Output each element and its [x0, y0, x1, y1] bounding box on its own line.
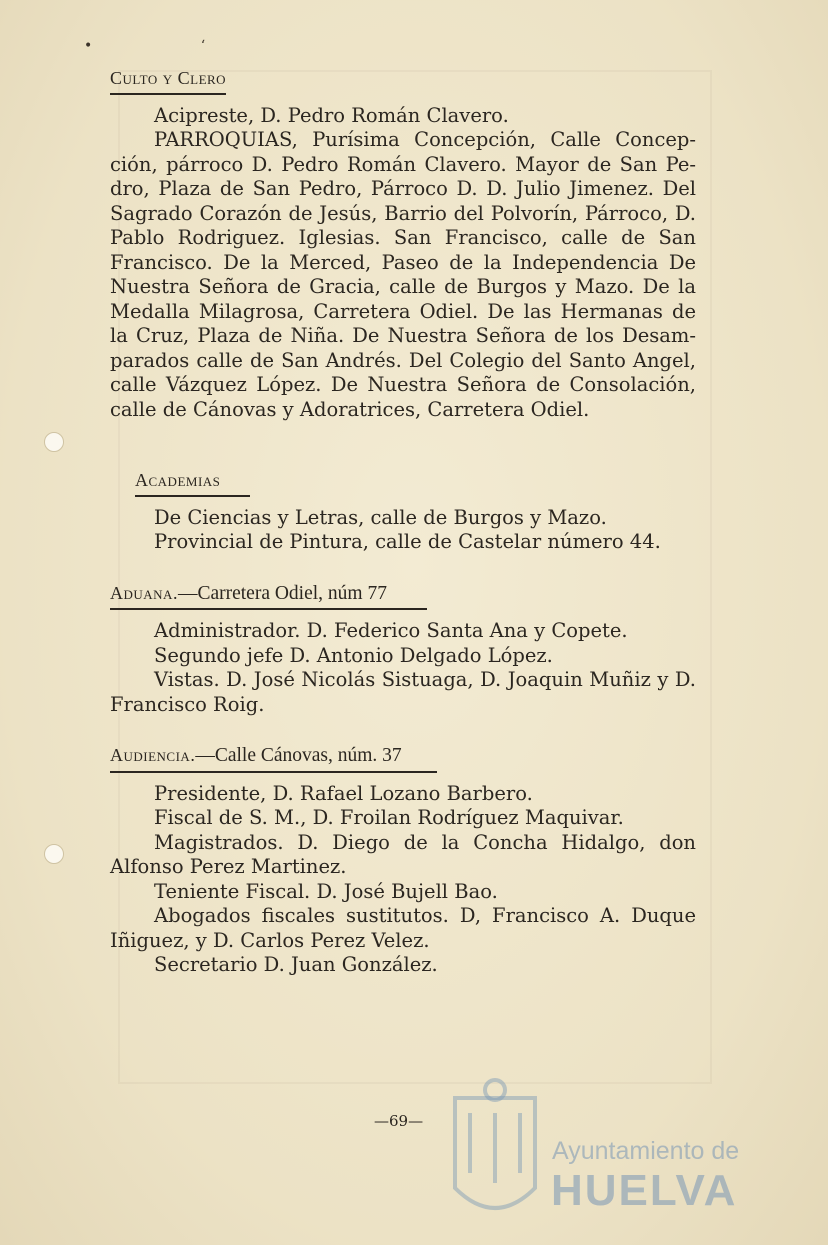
paragraph: PARROQUIAS, Purísima Concepción, Calle Concepción, párroco D. Pedro Román Clavero. Mayor de San Pedro, Plaza de San Pedro, Párroco D. D. Julio Jimenez. Del Sagrado Corazón de Jesús, Barrio del Polvorín, Párroco, D. Pablo Rodriguez. Iglesias. San Francisco, calle de San Francisco. De la Merced, Paseo de la Independencia De Nuestra Señora de Gracia, calle de Burgos y Mazo. De la Medalla Milagrosa, Carretera Odiel. De las Hermanas de la Cruz, Plaza de Niña. De Nuestra Señora de los Desamparados calle de San Andrés. Del Colegio del Santo Angel, calle Vázquez López. De Nuestra Señora de Consolación, calle de Cánovas y Adoratrices, Carretera Odiel.: [110, 128, 696, 421]
paragraph: De Ciencias y Letras, calle de Burgos y Mazo.: [154, 505, 607, 529]
paragraph: Abogados fiscales sustitutos. D, Francisco A. Duque Iñiguez, y D. Carlos Perez Velez.: [110, 904, 696, 952]
paragraph: Presidente, D. Rafael Lozano Barbero.: [154, 781, 533, 805]
paragraph: Secretario D. Juan González.: [154, 953, 438, 976]
paragraph: Provincial de Pintura, calle de Castelar número 44.: [154, 530, 661, 553]
section-heading-academias: Academias: [135, 468, 250, 497]
paragraph: Acipreste, D. Pedro Román Clavero.: [154, 103, 509, 127]
corner-marks: • ‘: [84, 38, 258, 54]
page-content: [110, 66, 696, 978]
paragraph: Teniente Fiscal. D. José Bujell Bao.: [154, 879, 498, 903]
section-heading-audiencia: Audiencia.—Calle Cánovas, núm. 37: [110, 743, 437, 773]
watermark-line2: HUELVA: [551, 1166, 738, 1215]
section-heading-culto: Culto y Clero: [110, 66, 226, 95]
binding-hole: [44, 432, 64, 452]
paragraph: Administrador. D. Federico Santa Ana y Copete.: [154, 619, 628, 642]
paragraph: Magistrados. D. Diego de la Concha Hidalgo, don Alfonso Perez Martinez.: [110, 830, 696, 878]
binding-hole: [44, 844, 64, 864]
paragraph: Segundo jefe D. Antonio Delgado López.: [154, 643, 553, 667]
paragraph: Vistas. D. José Nicolás Sistuaga, D. Joaquin Muñiz y D. Francisco Roig.: [110, 668, 696, 716]
section-heading-aduana: Aduana.—Carretera Odiel, núm 77: [110, 581, 427, 611]
page-number: —69—: [374, 1112, 424, 1130]
watermark-line1: Ayuntamiento de: [552, 1137, 740, 1165]
paragraph: Fiscal de S. M., D. Froilan Rodríguez Maquivar.: [154, 806, 624, 829]
